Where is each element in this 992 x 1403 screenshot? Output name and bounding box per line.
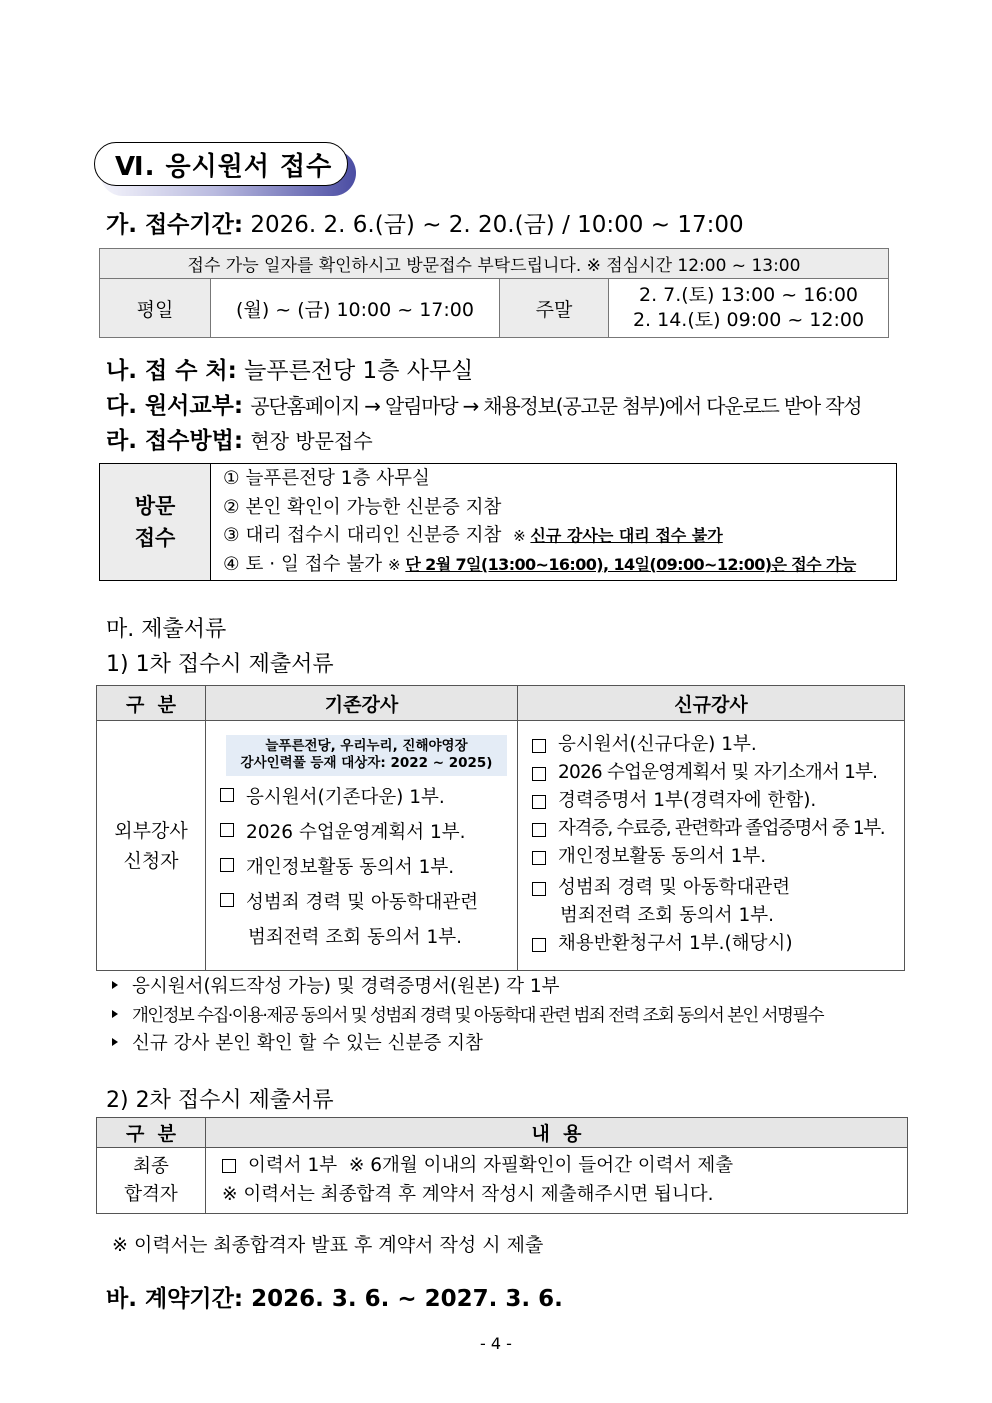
second-round-content [206,1148,908,1214]
form-value: 공단홈페이지 → 알림마당 → 채용정보(공고문 첨부)에서 다운로드 받아 작성 [250,394,862,418]
weekday-label: 평일 [100,279,211,338]
proxy-not-allowed-note: 신규 강사는 대리 접수 불가 [530,526,723,545]
section-title: Ⅵ. 응시원서 접수 [115,151,333,182]
checklist-item: 채용반환청구서 1부.(해당시) [532,930,904,958]
checkbox-icon [532,767,546,781]
checklist-item: 경력증명서 1부(경력자에 한함). [532,787,904,815]
checklist-item: 2026 수업운영계획서 및 자기소개서 1부. [532,759,904,787]
note-bullet: 응시원서(워드작성 가능) 및 경력증명서(원본) 각 1부 [112,973,823,1002]
application-period [106,206,744,239]
checkbox-icon [532,851,546,865]
section-title-badge [94,142,356,194]
checklist-item-continuation: 범죄전력 조회 동의서 1부. [248,927,463,948]
new-checklist [518,721,904,958]
new-instructor-docs [518,721,905,971]
existing-instructor-docs [206,721,518,971]
weekend-hours-1: 2. 7.(토) 13:00 ~ 16:00 [638,284,859,306]
first-round-documents-table [96,685,905,971]
method-value: 현장 방문접수 [250,429,373,453]
place-label: 나. 접 수 처: [106,358,237,384]
checkbox-icon [220,823,234,837]
period-label: 가. 접수기간: [106,212,244,238]
resume-footnote: ※ 이력서는 최종합격자 발표 후 계약서 작성 시 제출 [112,1234,544,1256]
checkbox-icon [532,795,546,809]
visit-items [211,464,897,581]
second-round-heading: 2) 2차 접수시 제출서류 [106,1088,334,1113]
checklist-item: 개인정보활동 동의서 1부. [220,850,517,885]
checkbox-icon [220,858,234,872]
checklist-item: 성범죄 경력 및 아동학대관련 [532,874,904,902]
visit-item: ② 본인 확인이 가능한 신분증 지참 [223,496,502,518]
triangle-bullet-icon [112,1038,118,1046]
title-box [94,142,348,186]
weekend-hours-2: 2. 14.(토) 09:00 ~ 12:00 [632,309,865,331]
period-value: 2026. 2. 6.(금) ~ 2. 20.(금) / 10:00 ~ 17:00 [250,212,744,238]
resume-item: 이력서 1부 ※ 6개월 이내의 자필확인이 들어간 이력서 제출 [222,1151,907,1180]
triangle-bullet-icon [112,981,118,989]
visit-label-line2: 접수 [134,526,176,550]
visit-item: ① 늘푸른전당 1층 사무실 [223,468,430,489]
place-value: 늘푸른전당 1층 사무실 [244,358,474,384]
checklist-item-continuation: 범죄전력 조회 동의서 1부. [560,905,775,926]
schedule-notice: 접수 가능 일자를 확인하시고 방문접수 부탁드립니다. ※ 점심시간 12:00 ~ 13:00 [100,249,889,279]
existing-eligibility-note: 늘푸른전당, 우리누리, 진해야영장 강사인력풀 등재 대상자: 2022 ~ 2025) [226,735,507,776]
first-round-heading: 1) 1차 접수시 제출서류 [106,652,334,677]
checklist-item: 개인정보활동 동의서 1부. [532,843,904,871]
triangle-bullet-icon [112,1010,118,1018]
documents-heading: 마. 제출서류 [106,617,227,642]
header-existing: 기존강사 [206,686,518,721]
checklist-item: 응시원서(신규다운) 1부. [532,731,904,759]
existing-checklist [206,776,517,955]
checklist-item: 응시원서(기존다운) 1부. [220,780,517,815]
visit-item: ④ 토 · 일 접수 불가 ※ 단 2월 7일(13:00~16:00), 14일(09:00~12:00)은 접수 가능 [223,553,856,575]
visit-label-line1: 방문 [134,494,176,518]
checkbox-icon [532,823,546,837]
checkbox-icon [532,882,546,896]
form-label: 다. 원서교부: [106,393,244,419]
contract-value: 2026. 3. 6. ~ 2027. 3. 6. [251,1286,563,1312]
checklist-item: 성범죄 경력 및 아동학대관련 [220,885,517,920]
visit-item: ③ 대리 접수시 대리인 신분증 지참 ※ 신규 강사는 대리 접수 불가 [223,525,723,546]
reception-place [106,352,473,385]
header-category: 구 분 [97,686,206,721]
schedule-table [99,248,889,338]
weekend-label: 주말 [500,279,609,338]
contract-label: 바. 계약기간: [106,1286,244,1312]
visit-reception-table [99,463,897,581]
weekday-hours: (월) ~ (금) 10:00 ~ 17:00 [211,279,500,338]
note-bullet: 신규 강사 본인 확인 할 수 있는 신분증 지참 [112,1030,823,1059]
note-bullet: 개인정보 수집·이용·제공 동의서 및 성범죄 경력 및 아동학대 관련 범죄 전력 조회 동의서 본인 서명필수 [112,1002,823,1031]
checkbox-icon [532,938,546,952]
first-round-notes [112,973,823,1059]
checkbox-icon [532,739,546,753]
visit-label [100,464,211,581]
checkbox-icon [220,893,234,907]
weekend-hours [609,279,889,338]
checkbox-icon [222,1159,236,1173]
header-new: 신규강사 [518,686,905,721]
checkbox-icon [220,788,234,802]
checklist-item: 자격증, 수료증, 관련학과 졸업증명서 중 1부. [532,815,904,843]
reception-method [106,422,373,455]
category-external-applicant: 외부강사 신청자 [97,721,206,971]
second-round-documents-table [96,1117,908,1214]
method-label: 라. 접수방법: [106,428,244,454]
form-distribution [106,387,861,420]
weekend-exception-note: 단 2월 7일(13:00~16:00), 14일(09:00~12:00)은 접수 가능 [405,554,856,574]
contract-period [106,1280,563,1313]
header-content: 내 용 [206,1118,908,1148]
checklist-item: 2026 수업운영계획서 1부. [220,815,517,850]
page-number: - 4 - [480,1334,512,1353]
header-category: 구 분 [97,1118,206,1148]
category-final-successful: 최종 합격자 [97,1148,206,1214]
resume-note: ※ 이력서는 최종합격 후 계약서 작성시 제출해주시면 됩니다. [222,1184,714,1205]
